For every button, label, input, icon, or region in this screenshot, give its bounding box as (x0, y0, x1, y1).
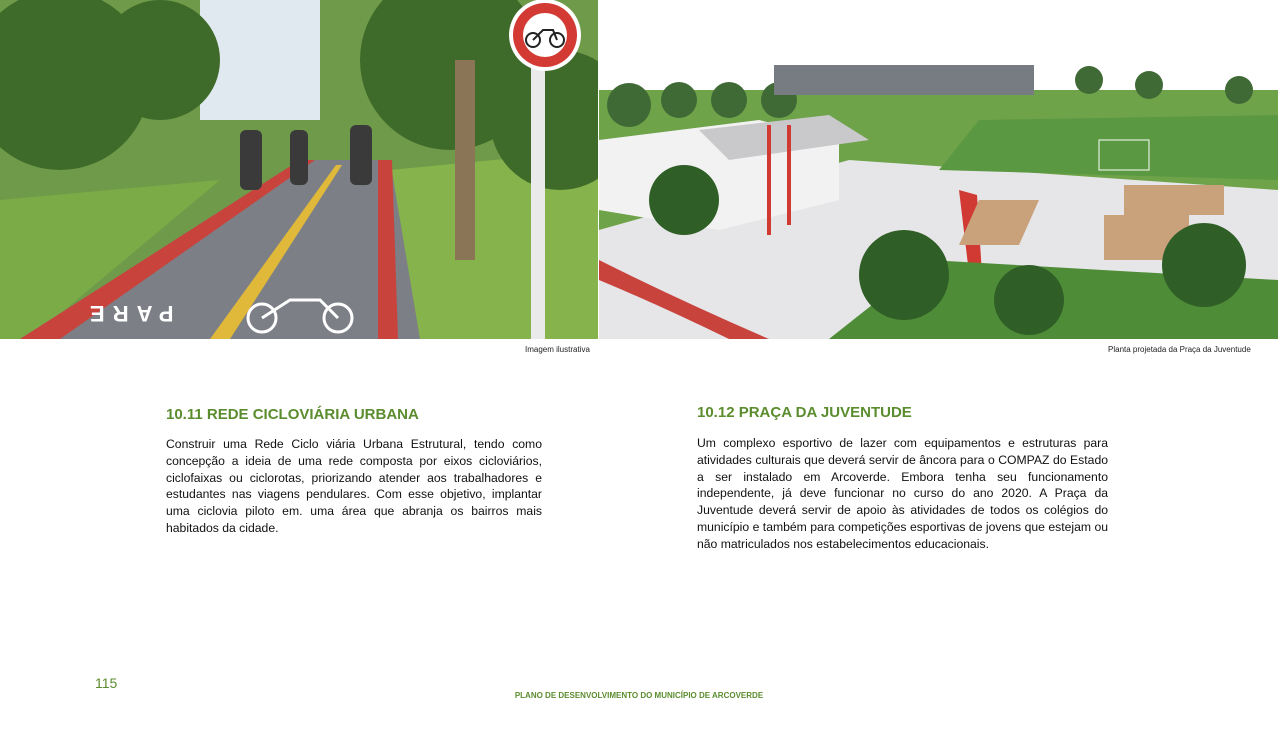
left-image-caption: Imagem ilustrativa (525, 345, 590, 354)
youth-square-illustration (599, 0, 1278, 339)
section-title-bike-network: 10.11 REDE CICLOVIÁRIA URBANA (166, 406, 419, 423)
youth-square-rendering (599, 0, 1278, 339)
right-image-caption: Planta projetada da Praça da Juventude (1108, 345, 1251, 354)
road-marking-text: PARE (82, 301, 174, 326)
page-number: 115 (95, 675, 118, 691)
section-title-youth-square: 10.12 PRAÇA DA JUVENTUDE (697, 404, 912, 421)
section-body-youth-square: Um complexo esportivo de lazer com equipamentos e estruturas para atividades culturais que deverá servir de âncora para o COMPAZ do Estado a ser instalado em Arcoverde. Embora tenha seu funcionamento independente, já deve funcionar no curso do ano 2020. A Praça da Juventude deverá servir de apoio às atividades de todos os colégios do município e também para competições esportivas de jovens que estejam ou não matriculados nos estabelecimentos educacionais. (697, 436, 1108, 551)
bike-path-photo (0, 0, 598, 339)
bike-path-illustration (0, 0, 598, 339)
section-body-bike-network: Construir uma Rede Ciclo viária Urbana Estrutural, tendo como concepção a ideia de uma rede composta por eixos cicloviários, ciclofaixas ou ciclorotas, priorizando atender aos trabalhadores e estudantes nas viagens pendulares. Com esse objetivo, implantar uma ciclovia piloto em. uma área que abranja os bairros mais habitados da cidade. (166, 437, 542, 535)
footer-document-title: PLANO DE DESENVOLVIMENTO DO MUNICÍPIO DE ARCOVERDE (514, 691, 764, 700)
